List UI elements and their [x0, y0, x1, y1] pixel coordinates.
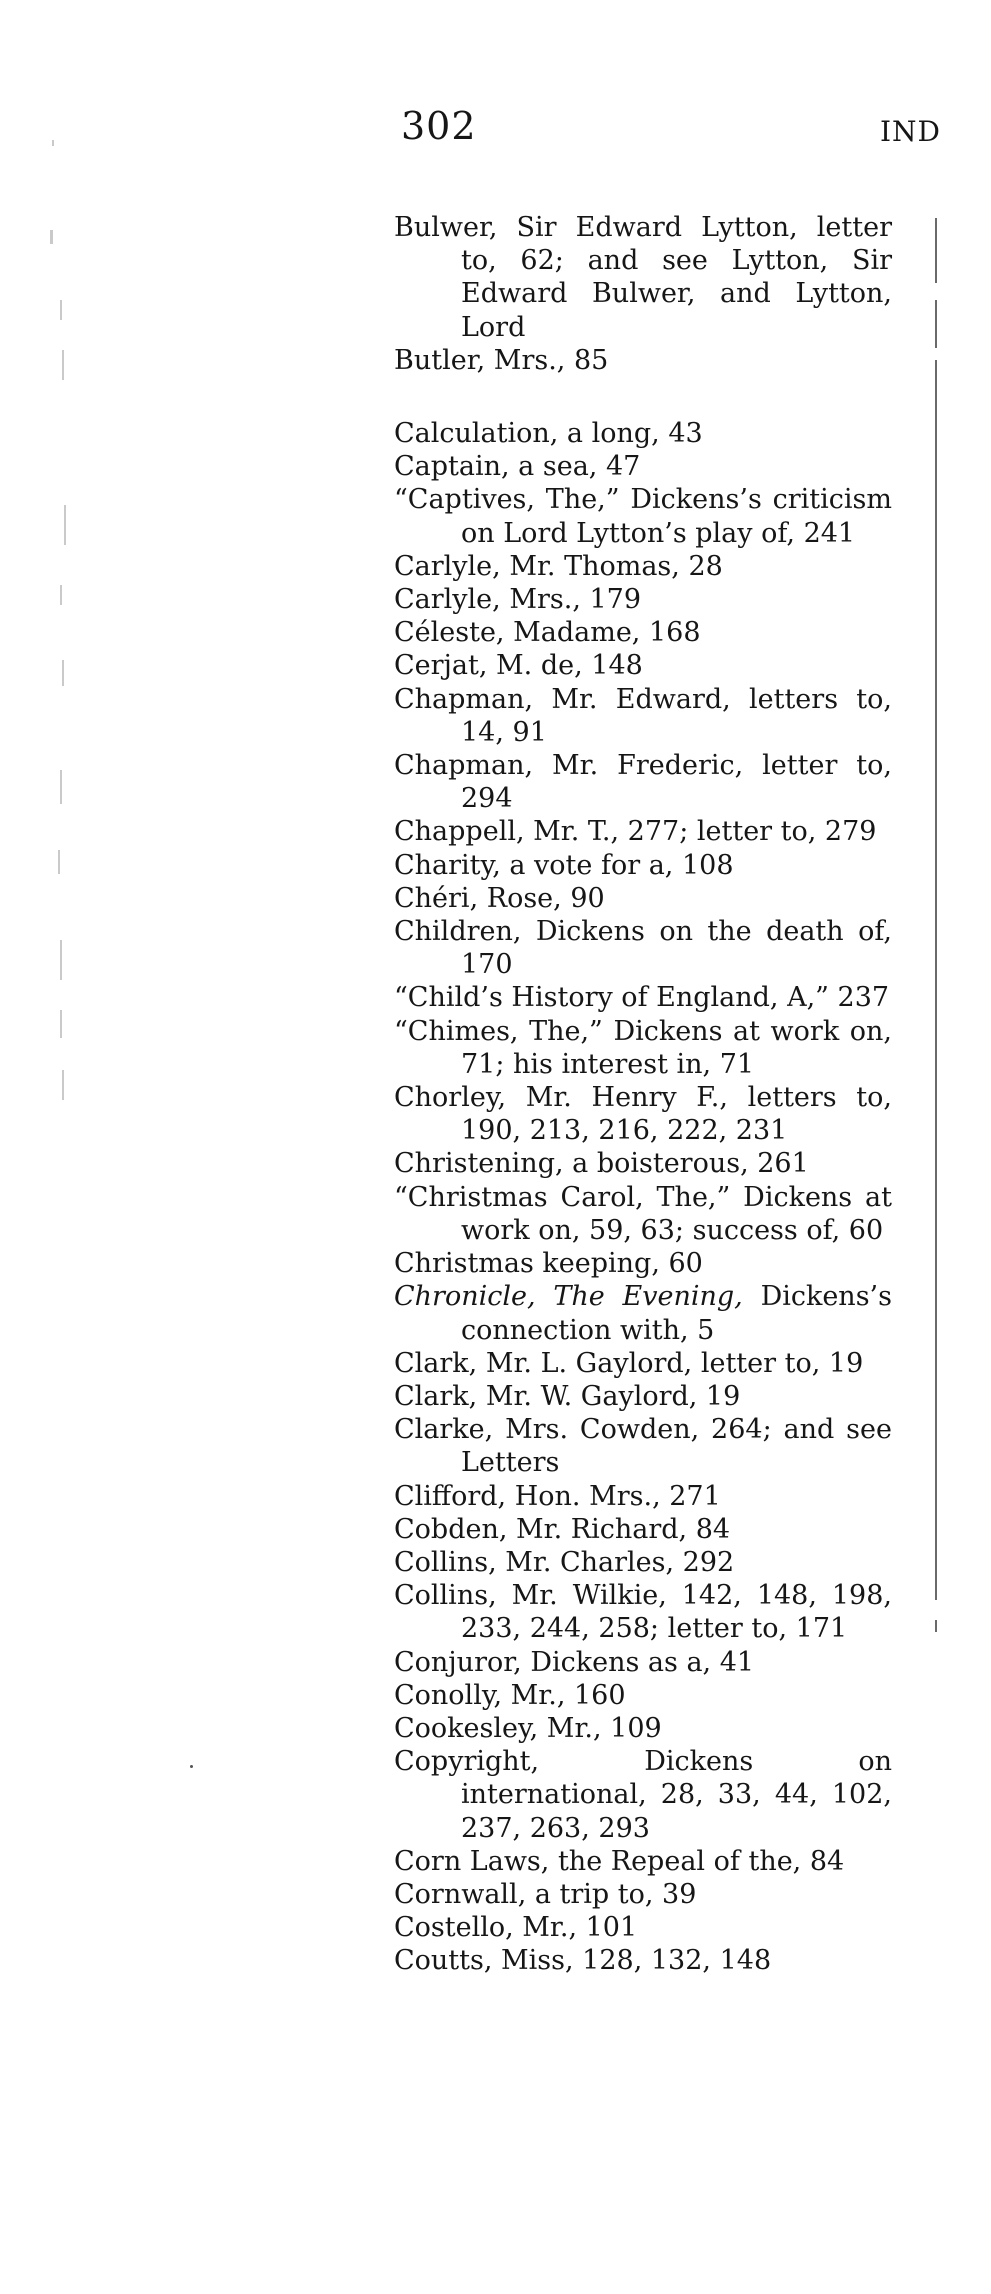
scan-speck: [190, 1765, 193, 1768]
index-entry: Chappell, Mr. T., 277; letter to, 279: [394, 816, 877, 848]
index-entry: Christmas keeping, 60: [394, 1248, 703, 1280]
scan-mark: [62, 350, 64, 380]
index-entry: Butler, Mrs., 85: [394, 344, 609, 376]
scan-mark: [52, 140, 54, 146]
gutter-rule: [935, 360, 937, 1600]
index-entry: Conolly, Mr., 160: [394, 1679, 626, 1711]
scan-mark: [60, 770, 62, 804]
index-entry: “Captives, The,” Dickens’s criticism on Lord Lytton’s play of, 241: [394, 484, 892, 549]
publication-title: Chronicle, The Evening,: [394, 1281, 743, 1313]
index-entry: Costello, Mr., 101: [394, 1912, 638, 1944]
index-entry: Bulwer, Sir Edward Lytton, letter to, 62; and see Lytton, Sir Edward Bulwer, and Lytton, Lord: [394, 212, 892, 343]
scan-mark: [58, 850, 60, 874]
gutter-rule: [935, 218, 937, 283]
scan-mark: [64, 505, 66, 545]
index-entry: Céleste, Madame, 168: [394, 617, 701, 649]
running-head: IND: [880, 115, 942, 148]
scan-mark: [60, 1010, 62, 1038]
scan-mark: [60, 940, 62, 980]
index-entry: Chapman, Mr. Frederic, letter to, 294: [394, 750, 892, 815]
scan-mark: [50, 230, 53, 244]
index-entry: Carlyle, Mr. Thomas, 28: [394, 550, 723, 582]
index-entry: Chorley, Mr. Henry F., letters to, 190, 213, 216, 222, 231: [394, 1082, 892, 1147]
index-entry: Children, Dickens on the death of, 170: [394, 916, 892, 981]
index-entry: Collins, Mr. Wilkie, 142, 148, 198, 233, 244, 258; letter to, 171: [394, 1580, 892, 1645]
index-entry: Copyright, Dickens on international, 28, 33, 44, 102, 237, 263, 293: [394, 1746, 892, 1844]
index-entry: “Christmas Carol, The,” Dickens at work on, 59, 63; success of, 60: [394, 1181, 892, 1246]
gutter-rule: [935, 300, 937, 348]
index-entry: Chapman, Mr. Edward, letters to, 14, 91: [394, 683, 892, 748]
index-entry: “Child’s History of England, A,” 237: [394, 982, 890, 1014]
index-entry: “Chimes, The,” Dickens at work on, 71; his interest in, 71: [394, 1015, 892, 1080]
page-number: 302: [401, 104, 477, 148]
scan-mark: [60, 585, 62, 605]
index-entry: Conjuror, Dickens as a, 41: [394, 1646, 755, 1678]
scan-mark: [60, 300, 62, 320]
index-entry-text: Dickens’s connection with, 5: [461, 1281, 892, 1346]
index-entry: Corn Laws, the Repeal of the, 84: [394, 1845, 845, 1877]
index-entry: Clark, Mr. L. Gaylord, letter to, 19: [394, 1347, 864, 1379]
index-entry: Cerjat, M. de, 148: [394, 650, 643, 682]
scan-mark: [62, 660, 64, 686]
index-entry: Clark, Mr. W. Gaylord, 19: [394, 1380, 741, 1412]
scan-mark: [62, 1070, 64, 1100]
index-entry: Coutts, Miss, 128, 132, 148: [394, 1945, 772, 1977]
index-entry: Chéri, Rose, 90: [394, 882, 605, 914]
index-entry: Calculation, a long, 43: [394, 418, 703, 450]
index-entry: Collins, Mr. Charles, 292: [394, 1546, 735, 1578]
index-entry: Clifford, Hon. Mrs., 271: [394, 1480, 721, 1512]
index-entry: [394, 1280, 892, 1346]
index-entry: Christening, a boisterous, 261: [394, 1148, 809, 1180]
index-entry: Clarke, Mrs. Cowden, 264; and see Letters: [394, 1414, 892, 1479]
index-entry: Cornwall, a trip to, 39: [394, 1878, 697, 1910]
index-entry: Cookesley, Mr., 109: [394, 1712, 662, 1744]
index-entry: Charity, a vote for a, 108: [394, 849, 734, 881]
gutter-rule: [935, 1620, 937, 1632]
index-entry: Cobden, Mr. Richard, 84: [394, 1513, 731, 1545]
index-entries: [394, 211, 892, 1978]
index-entry: Captain, a sea, 47: [394, 451, 641, 483]
index-entry: Carlyle, Mrs., 179: [394, 584, 642, 616]
